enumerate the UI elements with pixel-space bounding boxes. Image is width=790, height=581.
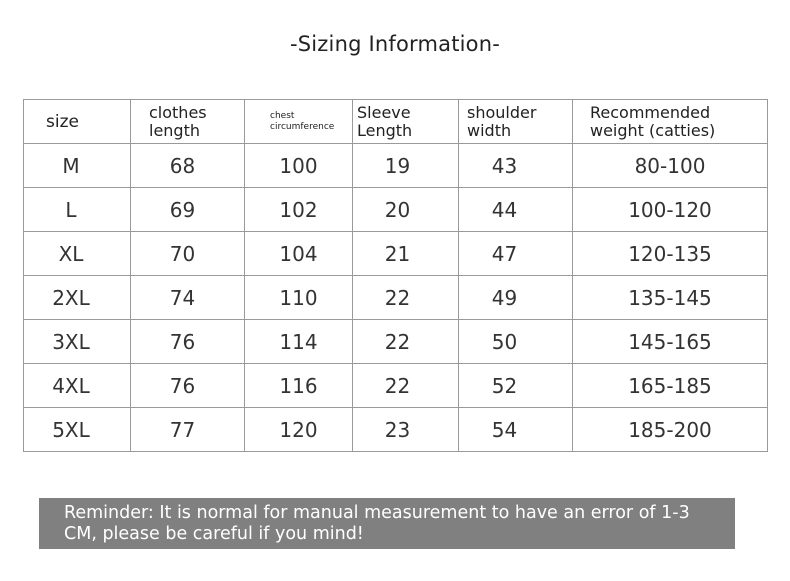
cell-chest: 116 <box>245 364 353 408</box>
header-label-line: circumference <box>270 121 335 132</box>
table-row <box>24 364 768 408</box>
table-row <box>24 144 768 188</box>
reminder-banner <box>39 498 735 549</box>
cell-size: 2XL <box>24 276 131 320</box>
cell-sleeve: 21 <box>353 232 459 276</box>
cell-sleeve: 20 <box>353 188 459 232</box>
header-size <box>24 100 131 144</box>
table-row <box>24 276 768 320</box>
header-label-line: Length <box>357 120 413 140</box>
table-row <box>24 188 768 232</box>
header-shoulder-width <box>459 100 573 144</box>
cell-weight: 135-145 <box>573 276 768 320</box>
header-label-line: clothes <box>149 102 207 122</box>
cell-chest: 110 <box>245 276 353 320</box>
cell-size: 3XL <box>24 320 131 364</box>
header-chest-circumference <box>245 100 353 144</box>
cell-chest: 104 <box>245 232 353 276</box>
cell-clothes-length: 70 <box>131 232 245 276</box>
cell-chest: 114 <box>245 320 353 364</box>
cell-size: L <box>24 188 131 232</box>
cell-shoulder: 47 <box>459 232 573 276</box>
cell-sleeve: 22 <box>353 276 459 320</box>
cell-shoulder: 49 <box>459 276 573 320</box>
cell-weight: 120-135 <box>573 232 768 276</box>
cell-sleeve: 23 <box>353 408 459 452</box>
header-sleeve-length <box>353 100 459 144</box>
header-label-line: Sleeve <box>357 102 411 122</box>
cell-clothes-length: 69 <box>131 188 245 232</box>
cell-size: XL <box>24 232 131 276</box>
cell-chest: 102 <box>245 188 353 232</box>
cell-weight: 80-100 <box>573 144 768 188</box>
page-title: -Sizing Information- <box>289 32 501 56</box>
cell-weight: 100-120 <box>573 188 768 232</box>
table-row <box>24 408 768 452</box>
cell-clothes-length: 74 <box>131 276 245 320</box>
header-label-line: length <box>149 120 200 140</box>
cell-shoulder: 44 <box>459 188 573 232</box>
cell-shoulder: 52 <box>459 364 573 408</box>
header-label-line: chest <box>270 110 295 121</box>
header-recommended-weight <box>573 100 768 144</box>
table-row <box>24 320 768 364</box>
header-label-line: width <box>467 120 512 140</box>
header-label-line: weight (catties) <box>590 120 716 140</box>
cell-shoulder: 43 <box>459 144 573 188</box>
cell-size: M <box>24 144 131 188</box>
cell-shoulder: 50 <box>459 320 573 364</box>
header-clothes-length <box>131 100 245 144</box>
cell-size: 5XL <box>24 408 131 452</box>
cell-weight: 185-200 <box>573 408 768 452</box>
cell-weight: 165-185 <box>573 364 768 408</box>
cell-weight: 145-165 <box>573 320 768 364</box>
cell-sleeve: 22 <box>353 320 459 364</box>
cell-clothes-length: 68 <box>131 144 245 188</box>
header-label-line: shoulder <box>467 102 537 122</box>
header-size-label: size <box>46 111 79 132</box>
cell-shoulder: 54 <box>459 408 573 452</box>
cell-clothes-length: 76 <box>131 364 245 408</box>
table-row <box>24 232 768 276</box>
cell-sleeve: 19 <box>353 144 459 188</box>
reminder-line: Reminder: It is normal for manual measurement to have an error of 1-3 <box>64 503 690 523</box>
cell-size: 4XL <box>24 364 131 408</box>
reminder-line: CM, please be careful if you mind! <box>64 524 364 544</box>
cell-clothes-length: 77 <box>131 408 245 452</box>
cell-clothes-length: 76 <box>131 320 245 364</box>
header-label-line: Recommended <box>590 102 711 122</box>
cell-chest: 120 <box>245 408 353 452</box>
cell-sleeve: 22 <box>353 364 459 408</box>
cell-chest: 100 <box>245 144 353 188</box>
sizing-table <box>23 99 768 452</box>
table-header-row <box>24 100 768 144</box>
